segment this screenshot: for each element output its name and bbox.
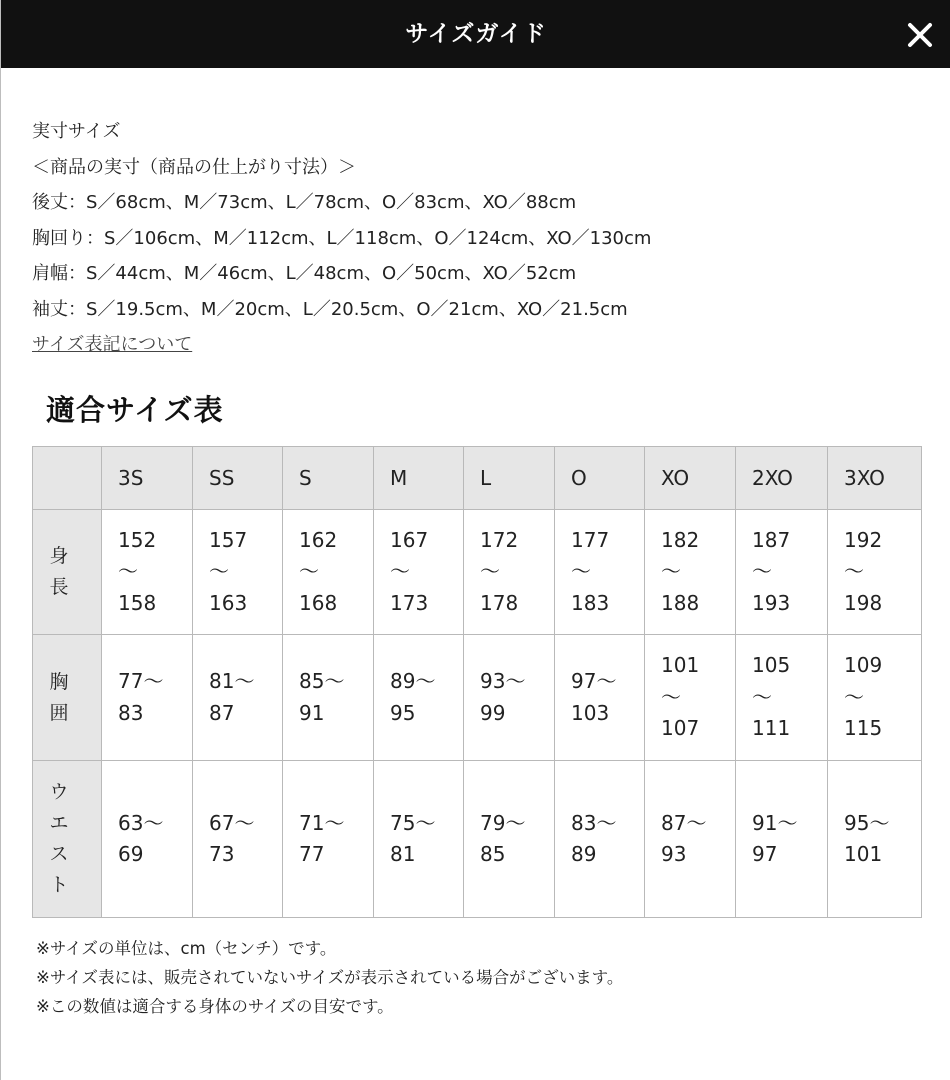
cell-value: 87〜 93 — [661, 810, 707, 866]
row-label-char: 囲 — [49, 701, 69, 724]
cell-value: 67〜 73 — [209, 810, 255, 866]
cell-value: 89〜 95 — [390, 669, 436, 725]
table-cell — [283, 635, 374, 761]
size-notation-link[interactable]: サイズ表記について — [32, 334, 193, 355]
table-cell — [736, 510, 828, 635]
cell-value: 172 〜 178 — [480, 527, 519, 615]
row-header-waist — [33, 761, 102, 918]
cell-value: 192 〜 198 — [844, 527, 883, 615]
table-cell — [464, 510, 555, 635]
cell-value: 79〜 85 — [480, 810, 526, 866]
cell-value: 167 〜 173 — [390, 527, 429, 615]
table-cell — [555, 635, 645, 761]
table-cell — [464, 761, 555, 918]
table-cell — [283, 761, 374, 918]
table-row — [33, 635, 922, 761]
column-header: 2XO — [736, 447, 828, 510]
cell-value: 83〜 89 — [571, 810, 617, 866]
spec-shoulder: 肩幅：S／44cm、M／46cm、L／48cm、O／50cm、XO／52cm — [32, 263, 577, 284]
cell-value: 75〜 81 — [390, 810, 436, 866]
table-cell — [828, 635, 922, 761]
row-label-char: 胸 — [49, 670, 69, 693]
garment-measurements — [32, 114, 922, 363]
cell-value: 91〜 97 — [752, 810, 798, 866]
cell-value: 105 〜 111 — [752, 653, 791, 741]
table-cell — [828, 761, 922, 918]
table-cell — [645, 635, 736, 761]
table-cell — [645, 510, 736, 635]
table-corner-cell — [33, 447, 102, 510]
table-cell — [374, 635, 464, 761]
cell-value: 187 〜 193 — [752, 527, 791, 615]
cell-value: 95〜 101 — [844, 810, 890, 866]
cell-value: 162 〜 168 — [299, 527, 338, 615]
row-label-char: ト — [49, 874, 69, 896]
spec-chest: 胸回り：S／106cm、M／112cm、L／118cm、O／124cm、XO／130cm — [32, 227, 652, 249]
cell-value: 182 〜 188 — [661, 527, 700, 615]
table-cell — [555, 510, 645, 635]
spec-sleeve: 袖丈：S／19.5cm、M／20cm、L／20.5cm、O／21cm、XO／21.5cm — [32, 298, 628, 320]
cell-value: 71〜 77 — [299, 810, 345, 866]
table-header-row — [33, 447, 922, 510]
spec-length: 後丈：S／68cm、M／73cm、L／78cm、O／83cm、XO／88cm — [32, 192, 577, 213]
column-header: O — [555, 447, 645, 510]
table-cell — [645, 761, 736, 918]
column-header: S — [283, 447, 374, 510]
close-icon — [903, 18, 937, 52]
specs-heading: 実寸サイズ — [32, 121, 121, 142]
table-cell — [464, 635, 555, 761]
cell-value: 97〜 103 — [571, 669, 617, 725]
table-cell — [374, 510, 464, 635]
table-cell — [193, 510, 283, 635]
close-button[interactable] — [903, 18, 937, 52]
cell-value: 177 〜 183 — [571, 527, 610, 615]
table-cell — [736, 635, 828, 761]
cell-value: 101 〜 107 — [661, 653, 700, 741]
column-header: XO — [645, 447, 736, 510]
table-row — [33, 761, 922, 918]
table-cell — [555, 761, 645, 918]
cell-value: 85〜 91 — [299, 669, 345, 725]
table-cell — [283, 510, 374, 635]
size-notes — [36, 934, 623, 1021]
cell-value: 157 〜 163 — [209, 527, 248, 615]
note-unavailable-sizes: ※サイズ表には、販売されていないサイズが表示されている場合がございます。 — [36, 968, 624, 987]
modal-title: サイズガイド — [405, 21, 547, 47]
row-header-chest — [33, 635, 102, 761]
cell-value: 93〜 99 — [480, 669, 526, 725]
row-header-height — [33, 510, 102, 635]
note-guideline: ※この数値は適合する身体のサイズの目安です。 — [36, 997, 394, 1016]
size-table-title: 適合サイズ表 — [46, 393, 224, 427]
table-cell — [736, 761, 828, 918]
table-cell — [193, 635, 283, 761]
table-cell — [102, 635, 193, 761]
column-header: M — [374, 447, 464, 510]
cell-value: 81〜 87 — [209, 669, 255, 725]
cell-value: 63〜 69 — [118, 810, 164, 866]
row-label-char: ス — [49, 843, 69, 865]
column-header: SS — [193, 447, 283, 510]
column-header: L — [464, 447, 555, 510]
row-label-char: 身 — [49, 545, 69, 567]
table-row — [33, 510, 922, 635]
row-label-char: 長 — [49, 576, 69, 598]
cell-value: 77〜 83 — [118, 669, 164, 725]
row-label-char: ウ — [49, 781, 69, 803]
row-label-char: エ — [49, 812, 69, 834]
table-cell — [102, 761, 193, 918]
table-cell — [193, 761, 283, 918]
note-unit: ※サイズの単位は、cm（センチ）です。 — [36, 939, 337, 958]
size-table — [32, 446, 922, 918]
table-cell — [102, 510, 193, 635]
column-header: 3XO — [828, 447, 922, 510]
table-cell — [828, 510, 922, 635]
cell-value: 152 〜 158 — [118, 527, 157, 615]
cell-value: 109 〜 115 — [844, 653, 883, 741]
specs-subheading: ＜商品の実寸（商品の仕上がり寸法）＞ — [32, 156, 356, 178]
table-cell — [374, 761, 464, 918]
column-header: 3S — [102, 447, 193, 510]
modal-header — [1, 0, 950, 68]
